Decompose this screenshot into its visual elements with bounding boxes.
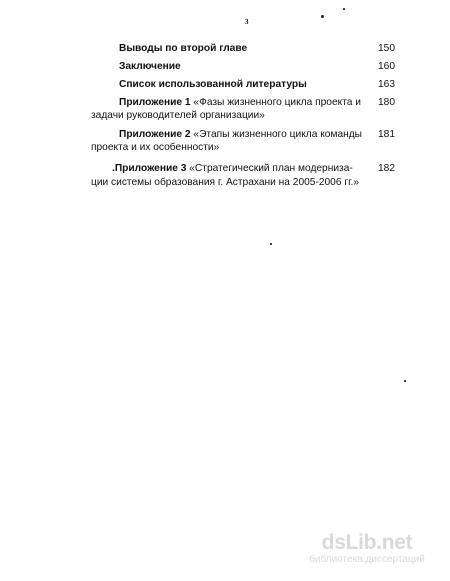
appendix-prefix: . xyxy=(112,163,115,174)
appendix-title-line2: проекта и их особенности» xyxy=(91,142,220,153)
appendix-title-line2: задачи руководителей организации» xyxy=(91,110,265,121)
toc-entry-title: Заключение xyxy=(119,61,181,72)
page-number: 3 xyxy=(245,18,249,26)
watermark-subtitle: библиотека диссертаций xyxy=(309,554,425,565)
toc-entry-page: 181 xyxy=(378,129,395,140)
toc-entry-appendix-3 xyxy=(112,163,353,175)
scan-speck xyxy=(321,15,324,18)
toc-entry-page: 160 xyxy=(378,61,395,72)
appendix-title-line1: «Стратегический план модерниза- xyxy=(189,163,353,174)
toc-entry-page: 150 xyxy=(378,43,395,54)
appendix-label: Приложение 2 xyxy=(119,129,191,140)
toc-entry-title: Выводы по второй главе xyxy=(119,43,248,54)
scan-speck xyxy=(343,8,345,10)
watermark-logo: dsLib.net xyxy=(321,531,413,554)
appendix-label: Приложение 3 xyxy=(114,163,187,174)
scan-speck xyxy=(404,380,406,382)
scan-speck xyxy=(270,243,272,245)
appendix-title-line1: «Этапы жизненного цикла команды xyxy=(193,129,363,140)
watermark xyxy=(292,532,442,566)
appendix-label: Приложение 1 xyxy=(119,97,191,108)
toc-entry-page: 180 xyxy=(378,97,395,108)
toc-entry-appendix-2 xyxy=(119,129,362,141)
toc-entry-title: Список использованной литературы xyxy=(119,79,307,90)
toc-entry-appendix-1 xyxy=(119,97,361,109)
appendix-title-line2: ции системы образования г. Астрахани на 2005-2006 гг.» xyxy=(91,177,360,188)
toc-entry-page: 163 xyxy=(378,79,395,90)
appendix-title-line1: «Фазы жизненного цикла проекта и xyxy=(193,97,361,108)
toc-entry-page: 182 xyxy=(378,163,395,174)
